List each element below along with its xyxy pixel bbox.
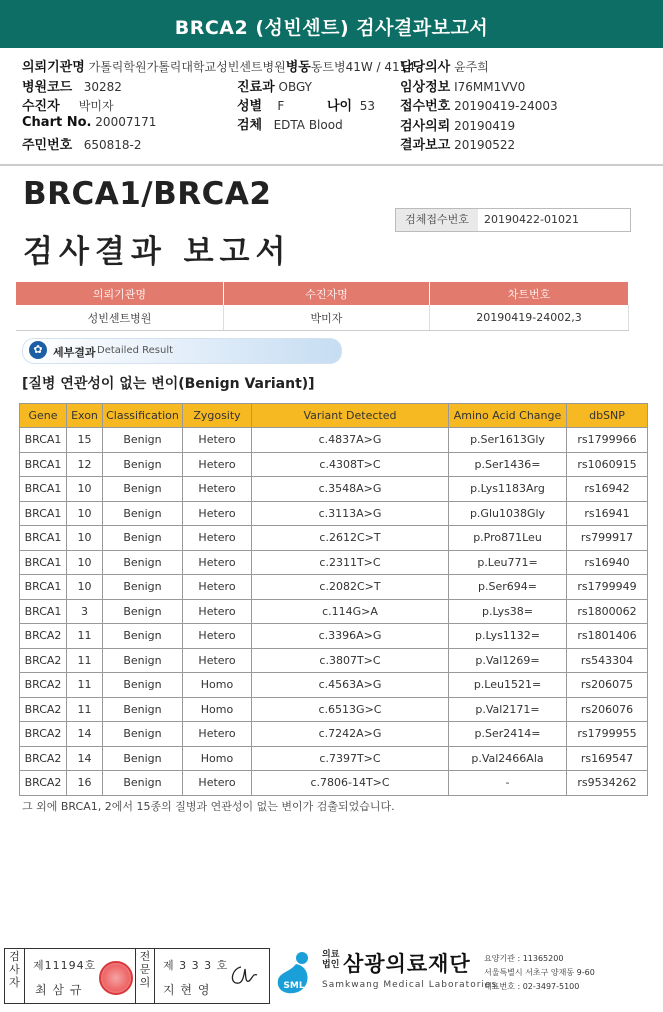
table-cell: Benign [103,624,183,649]
table-cell: BRCA2 [20,722,67,747]
table-cell: Benign [103,550,183,575]
table-cell: 10 [67,550,103,575]
request-info-table [16,282,629,331]
request-info-header: 수진자명 [224,282,430,305]
table-cell: p.Glu1038Gly [449,501,567,526]
report-date-field: 결과보고 20190522 [400,138,516,153]
specialist-name: 지 현 영 [163,983,211,997]
table-cell: Hetero [183,575,252,600]
table-cell: Benign [103,722,183,747]
table-cell: BRCA1 [20,550,67,575]
table-cell: 12 [67,452,103,477]
receipt-no-field: 접수번호 20190419-24003 [400,99,558,114]
signature-icon [227,961,261,991]
table-cell: p.Lys38= [449,599,567,624]
table-cell: 11 [67,648,103,673]
table-cell: rs1799955 [567,722,648,747]
table-cell: Homo [183,673,252,698]
table-row [20,575,648,600]
table-cell: 11 [67,624,103,649]
table-cell: Benign [103,501,183,526]
table-cell: Hetero [183,648,252,673]
table-row [20,526,648,551]
variant-table [19,403,648,796]
column-header: Classification [103,404,183,428]
logo-text: SML [283,981,305,991]
table-cell: c.7397T>C [252,746,449,771]
table-cell: p.Ser1613Gly [449,428,567,453]
table-cell: c.3548A>G [252,477,449,502]
table-cell: c.3396A>G [252,624,449,649]
sex-field: 성별 F [237,99,285,114]
report-title: BRCA2 (성빈센트) 검사결과보고서 [174,17,489,39]
request-info-row [16,305,629,331]
table-cell: c.2612C>T [252,526,449,551]
table-cell: 10 [67,501,103,526]
org-name: 삼광의료재단 [343,952,471,976]
table-cell: Benign [103,648,183,673]
column-header: Amino Acid Change [449,404,567,428]
table-cell: Hetero [183,526,252,551]
table-cell: 10 [67,575,103,600]
table-cell: c.114G>A [252,599,449,624]
table-cell: Hetero [183,452,252,477]
request-info-cell: 20190419-24002,3 [430,305,629,331]
table-cell: 15 [67,428,103,453]
specialist-license: 제 3 3 3 호 [163,959,229,972]
table-cell: 11 [67,697,103,722]
column-header: Gene [20,404,67,428]
table-row [20,624,648,649]
specimen-field: 검체 EDTA Blood [237,118,343,133]
table-cell: p.Ser2414= [449,722,567,747]
table-cell: rs1801406 [567,624,648,649]
request-date-field: 검사의뢰 20190419 [400,119,516,134]
doc-title-en: BRCA1/BRCA2 [23,176,272,212]
patient-field: 수진자 박미자 [22,99,114,114]
specimen-receipt-label: 검체접수번호 [396,209,478,231]
specialist-label: 전문의 [135,949,155,1003]
table-cell: BRCA1 [20,452,67,477]
table-cell: Benign [103,599,183,624]
table-cell: p.Pro871Leu [449,526,567,551]
org-name-en: Samkwang Medical Laboratories [322,980,498,990]
table-cell: BRCA2 [20,746,67,771]
request-info-cell: 박미자 [224,305,430,331]
table-cell: p.Leu771= [449,550,567,575]
patient-info-header [0,48,663,158]
variant-table-body [20,428,648,796]
table-cell: - [449,771,567,796]
org-prefix: 의료법인 [322,950,340,970]
chart-no-field: Chart No. 20007171 [22,115,157,130]
table-cell: p.Val2171= [449,697,567,722]
request-info-header: 차트번호 [430,282,629,305]
table-cell: BRCA1 [20,575,67,600]
table-cell: rs1060915 [567,452,648,477]
table-cell: BRCA1 [20,428,67,453]
section-title: [질병 연관성이 없는 변이(Benign Variant)] [22,376,315,392]
detailed-result-banner [22,338,342,364]
table-cell: rs16942 [567,477,648,502]
table-cell: c.7242A>G [252,722,449,747]
table-cell: BRCA1 [20,501,67,526]
table-row [20,771,648,796]
examiner-name: 최 삼 규 [35,983,83,997]
variant-header-row [20,404,648,428]
org-phone: 대표번호 : 02-3497-5100 [484,982,580,991]
table-cell: rs9534262 [567,771,648,796]
column-header: Variant Detected [252,404,449,428]
header-divider [0,164,663,166]
report-footer [0,942,663,1012]
table-cell: Homo [183,697,252,722]
table-cell: Hetero [183,624,252,649]
table-cell: rs543304 [567,648,648,673]
table-cell: rs1799949 [567,575,648,600]
table-row [20,501,648,526]
table-cell: BRCA1 [20,599,67,624]
table-cell: 14 [67,722,103,747]
table-cell: c.6513G>C [252,697,449,722]
org-address: 서울특별시 서초구 양재동 9-60 [484,968,595,977]
table-cell: Benign [103,477,183,502]
table-cell: BRCA2 [20,624,67,649]
column-header: Exon [67,404,103,428]
table-cell: Hetero [183,477,252,502]
table-cell: p.Leu1521= [449,673,567,698]
ribbon-icon: ✿ [29,341,47,359]
table-cell: Homo [183,746,252,771]
table-cell: Benign [103,526,183,551]
table-cell: BRCA2 [20,648,67,673]
examiner-label: 검사자 [5,949,25,1003]
table-cell: Hetero [183,722,252,747]
table-row [20,648,648,673]
request-info-header: 의뢰기관명 [16,282,224,305]
table-cell: rs799917 [567,526,648,551]
table-cell: c.3113A>G [252,501,449,526]
table-row [20,697,648,722]
table-cell: c.4837A>G [252,428,449,453]
table-row [20,550,648,575]
care-code: 요양기관 : 11365200 [484,954,564,963]
table-row [20,746,648,771]
table-cell: c.2082C>T [252,575,449,600]
institution-field: 의뢰기관명 가톨릭학원가톨릭대학교성빈센트병원병동동트병41W / 4114 [22,60,415,75]
request-info-header-row [16,282,629,305]
table-cell: 11 [67,673,103,698]
table-row [20,477,648,502]
table-cell: c.4308T>C [252,452,449,477]
table-cell: 10 [67,477,103,502]
table-cell: Hetero [183,550,252,575]
examiner-license: 제11194호 [33,959,97,972]
department-field: 진료과 OBGY [237,80,313,95]
table-cell: BRCA2 [20,673,67,698]
table-row [20,428,648,453]
table-cell: Benign [103,575,183,600]
table-cell: Hetero [183,599,252,624]
table-cell: c.4563A>G [252,673,449,698]
table-cell: p.Ser694= [449,575,567,600]
specimen-receipt-box [395,208,631,232]
banner-title-en: Detailed Result [97,345,174,356]
table-cell: rs169547 [567,746,648,771]
clinical-info-field: 임상정보 I76MM1VV0 [400,80,526,95]
table-cell: rs1800062 [567,599,648,624]
summary-note: 그 외에 BRCA1, 2에서 15종의 질병과 연관성이 없는 변이가 검출되었습니다. [22,800,395,813]
table-cell: Benign [103,452,183,477]
column-header: Zygosity [183,404,252,428]
banner-title-ko: 세부결과 [53,346,96,359]
report-header-bar [0,0,663,48]
table-cell: 14 [67,746,103,771]
table-cell: Benign [103,771,183,796]
table-cell: Hetero [183,428,252,453]
table-cell: c.7806-14T>C [252,771,449,796]
request-info-cell: 성빈센트병원 [16,305,224,331]
age-field: 나이 53 [327,99,376,114]
table-cell: BRCA1 [20,526,67,551]
table-cell: Hetero [183,501,252,526]
table-cell: rs16940 [567,550,648,575]
table-cell: BRCA1 [20,477,67,502]
table-cell: BRCA2 [20,697,67,722]
table-row [20,722,648,747]
table-cell: Benign [103,746,183,771]
table-cell: 16 [67,771,103,796]
table-cell: p.Lys1183Arg [449,477,567,502]
table-cell: rs206076 [567,697,648,722]
table-cell: Benign [103,673,183,698]
table-cell: Hetero [183,771,252,796]
table-cell: BRCA2 [20,771,67,796]
resident-no-field: 주민번호 650818-2 [22,138,142,153]
column-header: dbSNP [567,404,648,428]
table-row [20,452,648,477]
table-cell: c.3807T>C [252,648,449,673]
table-cell: c.2311T>C [252,550,449,575]
table-row [20,599,648,624]
table-cell: p.Ser1436= [449,452,567,477]
table-cell: rs1799966 [567,428,648,453]
table-cell: rs16941 [567,501,648,526]
table-cell: p.Val1269= [449,648,567,673]
sml-logo-icon [272,946,316,1002]
signature-box [4,948,270,1004]
table-cell: 10 [67,526,103,551]
table-cell: Benign [103,697,183,722]
table-cell: rs206075 [567,673,648,698]
table-cell: 3 [67,599,103,624]
table-cell: p.Val2466Ala [449,746,567,771]
doctor-field: 담당의사 윤주희 [400,60,489,75]
doc-title-ko: 검사결과 보고서 [23,234,292,270]
table-cell: Benign [103,428,183,453]
table-cell: p.Lys1132= [449,624,567,649]
table-row [20,673,648,698]
specimen-receipt-value: 20190422-01021 [484,213,579,226]
hospital-code-field: 병원코드 30282 [22,80,122,95]
seal-icon [99,961,133,995]
